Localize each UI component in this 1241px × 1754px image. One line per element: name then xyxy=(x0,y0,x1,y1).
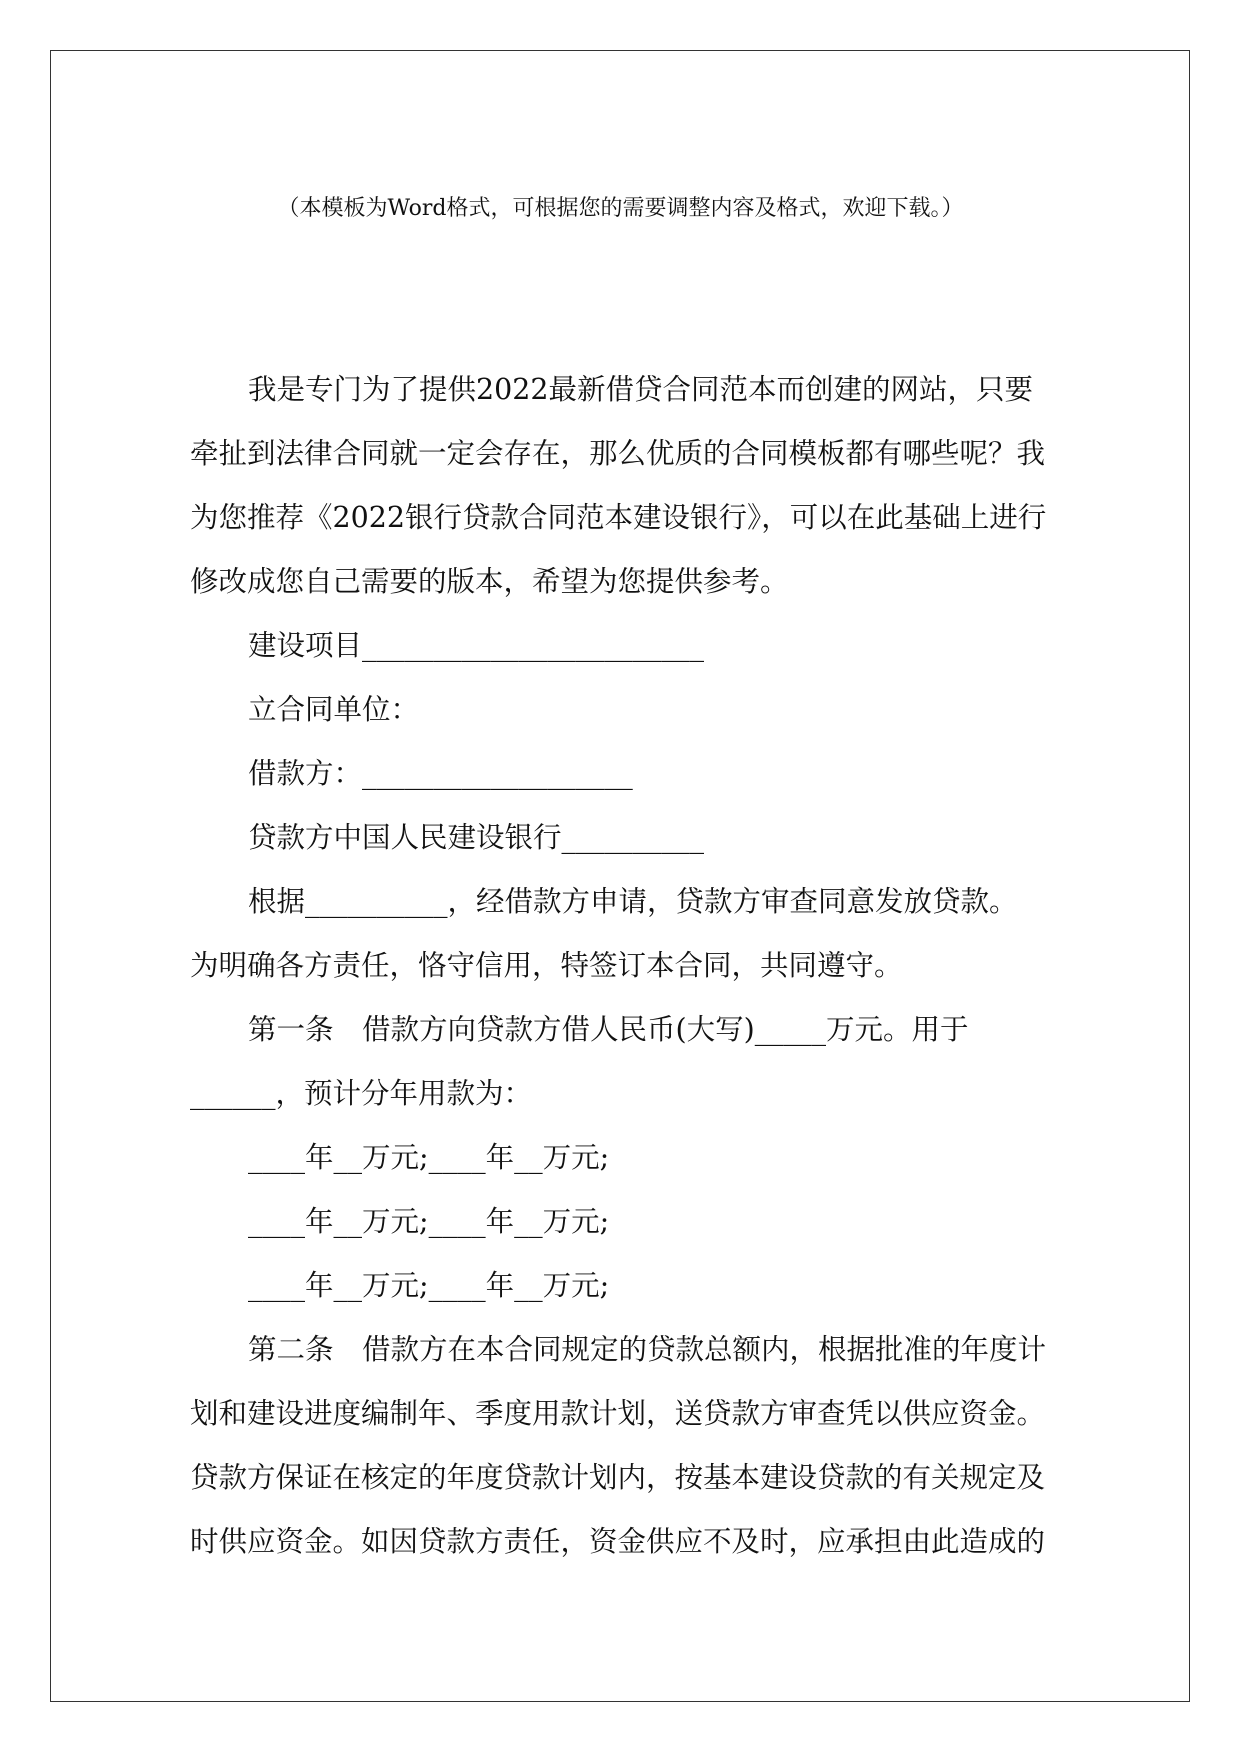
basis-line-1: 根据__________，经借款方申请，贷款方审查同意发放贷款。 xyxy=(248,885,1018,918)
borrower-field: 借款方：___________________ xyxy=(248,757,633,790)
lender-field: 贷款方中国人民建设银行__________ xyxy=(248,821,705,854)
intro-line-4: 修改成您自己需要的版本，希望为您提供参考。 xyxy=(190,565,789,598)
article-1-line-1: 第一条 借款方向贷款方借人民币(大写)_____万元。用于 xyxy=(248,1013,969,1046)
project-field: 建设项目________________________ xyxy=(248,629,705,662)
intro-line-1: 我是专门为了提供2022最新借贷合同范本而创建的网站，只要 xyxy=(248,373,1034,406)
basis-line-2: 为明确各方责任，恪守信用，特签订本合同，共同遵守。 xyxy=(190,949,903,982)
page-border xyxy=(50,50,1190,1702)
article-2-line-4: 时供应资金。如因贷款方责任，资金供应不及时，应承担由此造成的 xyxy=(190,1525,1046,1558)
article-2-line-2: 划和建设进度编制年、季度用款计划，送贷款方审查凭以供应资金。 xyxy=(190,1397,1046,1430)
parties-heading: 立合同单位： xyxy=(248,693,420,726)
intro-line-3: 为您推荐《2022银行贷款合同范本建设银行》，可以在此基础上进行 xyxy=(190,501,1047,534)
article-1-line-2: ______，预计分年用款为： xyxy=(190,1077,533,1110)
annual-usage-row-2: ____年__万元;____年__万元; xyxy=(248,1205,610,1238)
template-note: （本模板为Word格式，可根据您的需要调整内容及格式，欢迎下载。） xyxy=(277,196,964,221)
annual-usage-row-3: ____年__万元;____年__万元; xyxy=(248,1269,610,1302)
article-2-line-3: 贷款方保证在核定的年度贷款计划内，按基本建设贷款的有关规定及 xyxy=(190,1461,1046,1494)
intro-line-2: 牵扯到法律合同就一定会存在，那么优质的合同模板都有哪些呢？我 xyxy=(190,437,1046,470)
annual-usage-row-1: ____年__万元;____年__万元; xyxy=(248,1141,610,1174)
article-2-line-1: 第二条 借款方在本合同规定的贷款总额内，根据批准的年度计 xyxy=(248,1333,1047,1366)
